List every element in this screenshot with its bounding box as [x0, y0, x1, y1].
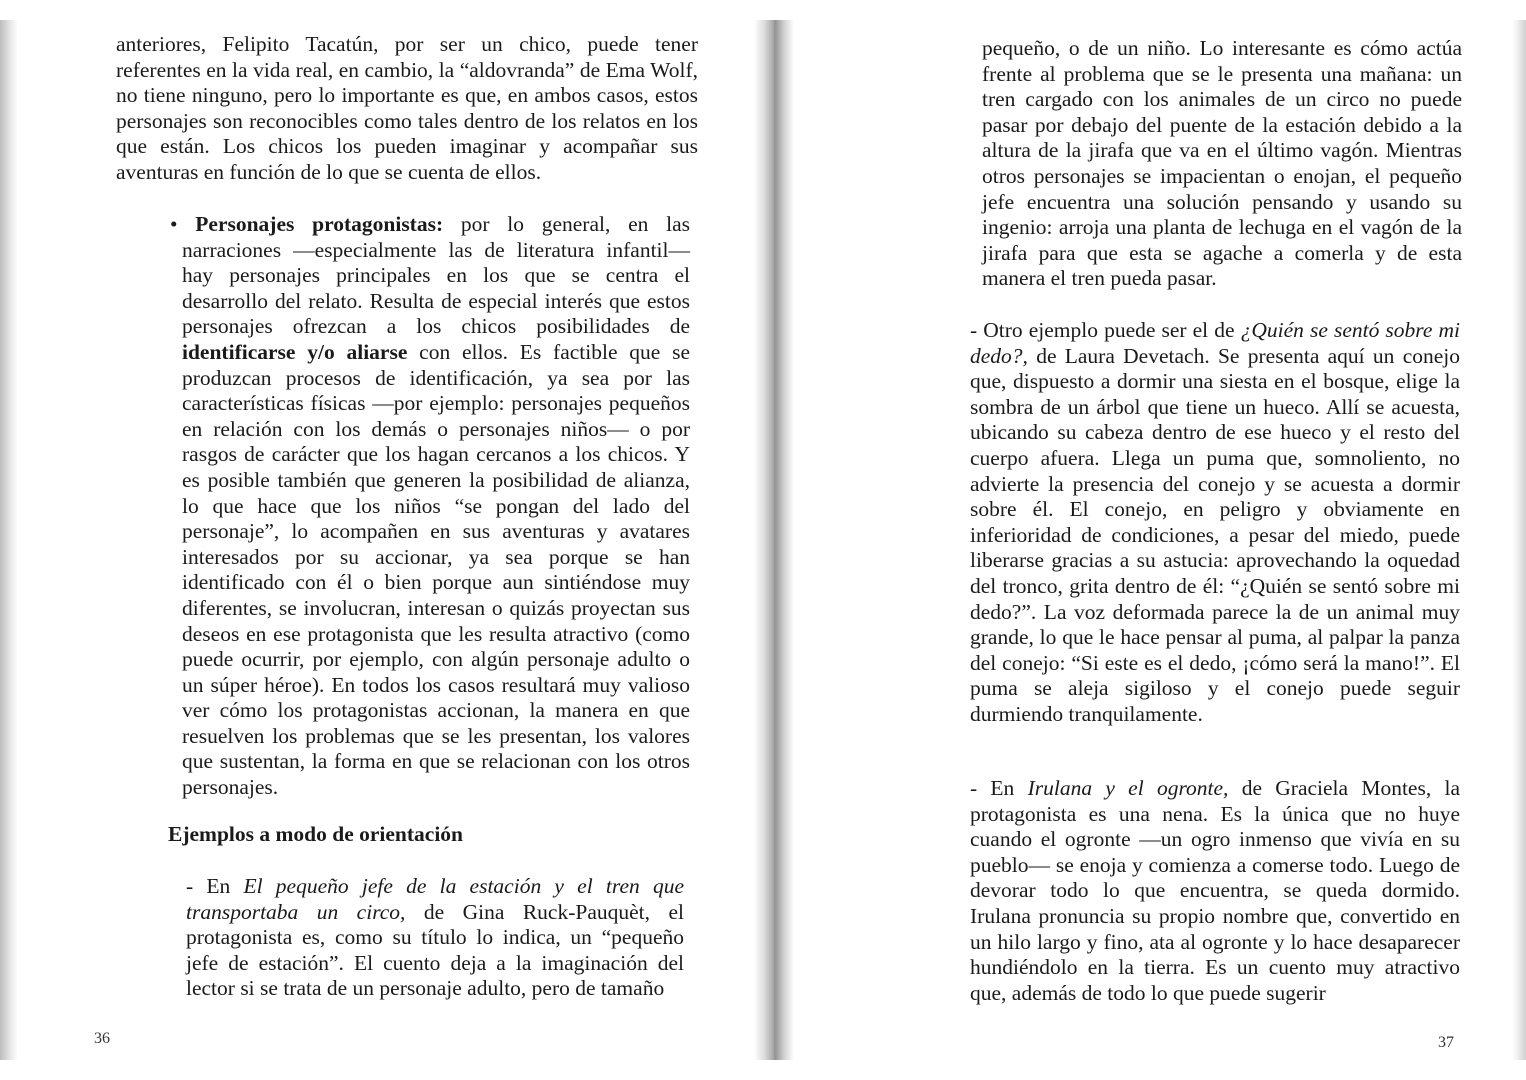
page-number-left: 36: [94, 1030, 110, 1047]
example3-paragraph: [970, 776, 1460, 1006]
example3-text: de Graciela Montes, la protagonista es una nena. Es la única que no huye cuando el ogronte —un ogro inmenso que vivía en su pueblo— se enoja y comienza a comerse todo. Luego de devorar todo lo que encuentra, se queda dormido. Irulana pronuncia su propio nombre que, convertido en un hilo largo y fino, ata al ogronte y lo hace desaparecer hundiéndolo en la tierra. Es un cuento muy atractivo que, además de todo lo que puede sugerir: [970, 776, 1460, 1005]
bullet-bold-ally: y/o aliarse: [307, 339, 408, 364]
example1-paragraph: [186, 874, 684, 1002]
example-quien-se-sento: [970, 318, 1460, 728]
example1-dash: - En: [186, 874, 244, 898]
page-number-right: 37: [1438, 1034, 1454, 1051]
example2-text: de Laura Devetach. Se presenta aquí un conejo que, dispuesto a dormir una siesta en el bosque, elige la sombra de un árbol que tiene un hueco. Allí se acuesta, ubicando su cabeza dentro de ese hueco y el resto del cuerpo afuera. Llega un puma que, somnoliento, no advierte la presencia del conejo y se acuesta a dormir sobre él. El conejo, en peligro y obviamente en inferioridad de condiciones, a pesar del miedo, puede liberarse gracias a su astucia: aprovechando la oquedad del tronco, grita dentro de él: “¿Quién se sentó sobre mi dedo?”. La voz deformada parece la de un animal muy grande, lo que le hace pensar al puma, al palpar la panza del conejo: “Si este es el dedo, ¡cómo será la mano!”. El puma se aleja sigiloso y el conejo puede seguir durmiendo tranquilamente.: [970, 343, 1460, 726]
bullet-lead: Personajes protagonistas:: [195, 212, 444, 236]
intro-text: anteriores, Felipito Tacatún, por ser un chico, puede tener referentes en la vida real, en cambio, la “aldovranda” de Ema Wolf, no tiene ninguno, pero lo importante es que, en ambos casos, estos personajes son reconocibles como tales dentro de los relatos en los que están. Los chicos los pueden imaginar y acompañar sus aventuras en función de lo que se cuenta de ellos.: [116, 32, 698, 184]
examples-heading: Ejemplos a modo de orientación: [168, 822, 464, 846]
left-intro-paragraph: [116, 32, 698, 186]
bullet-text-b: [295, 340, 307, 364]
protagonists-bullet: [170, 212, 690, 801]
bullet-paragraph: [170, 212, 690, 801]
example2-title: ¿Quién se sentó sobre mi dedo?,: [970, 318, 1460, 368]
example2-paragraph: [970, 318, 1460, 728]
bullet-text-a: por lo general, en las narraciones —especialmente las de literatura infantil— hay personajes principales en los que se centra el desarrollo del relato. Resulta de especial interés que estos personajes ofrezcan a los chicos posibilidades de: [182, 212, 690, 339]
example3-title: Irulana y el ogronte,: [1027, 776, 1229, 800]
example-pequeno-jefe: [186, 874, 684, 1002]
example3-dash: - En: [970, 776, 1028, 800]
example-irulana: [970, 776, 1460, 1006]
right-continuation-paragraph: [982, 36, 1462, 292]
example2-dash: - Otro ejemplo puede ser el de: [970, 318, 1241, 342]
bullet-marker: •: [170, 212, 178, 236]
bullet-text-c: con ellos. Es factible que se produzcan procesos de identificación, ya sea por las características físicas —por ejemplo: personajes pequeños en relación con los demás o personajes niños— o por rasgos de carácter que los hagan cercanos a los chicos. Y es posible también que generen la posibilidad de alianza, lo que hace que los niños “se pongan del lado del personaje”, lo acompañen en sus aventuras y avatares interesados por su accionar, ya sea porque se han identificado con él o bien porque aun sintiéndose muy diferentes, se involucran, interesan o quizás proyectan sus deseos en ese protagonista que les resulta atractivo (como puede ocurrir, por ejemplo, con algún personaje adulto o un súper héroe). En todos los casos resultará muy valioso ver cómo los protagonistas accionan, la manera en que resuelven los problemas que se les presentan, los valores que sustentan, la forma en que se relacionan con los otros personajes.: [182, 339, 691, 800]
example1-title: El pequeño jefe de la estación y el tren que transportaba un circo,: [186, 874, 685, 924]
example1-text: de Gina Ruck-Pauquèt, el protagonista es, como su título lo indica, un “pequeño jefe de estación”. El cuento deja a la imaginación del lector si se trata de un personaje adulto, pero de tamaño: [186, 899, 684, 1001]
bullet-bold-identify: identificarse: [182, 339, 296, 364]
continuation-text: pequeño, o de un niño. Lo interesante es cómo actúa frente al problema que se le presenta una mañana: un tren cargado con los animales de un circo no puede pasar por debajo del puente de la estación debido a la altura de la jirafa que va en el último vagón. Mientras otros personajes se impacientan o enojan, el pequeño jefe encuentra una solución pensando y usando su ingenio: arroja una planta de lechuga en el vagón de la jirafa para que esta se agache a comerla y de esta manera el tren pueda pasar.: [982, 36, 1462, 291]
